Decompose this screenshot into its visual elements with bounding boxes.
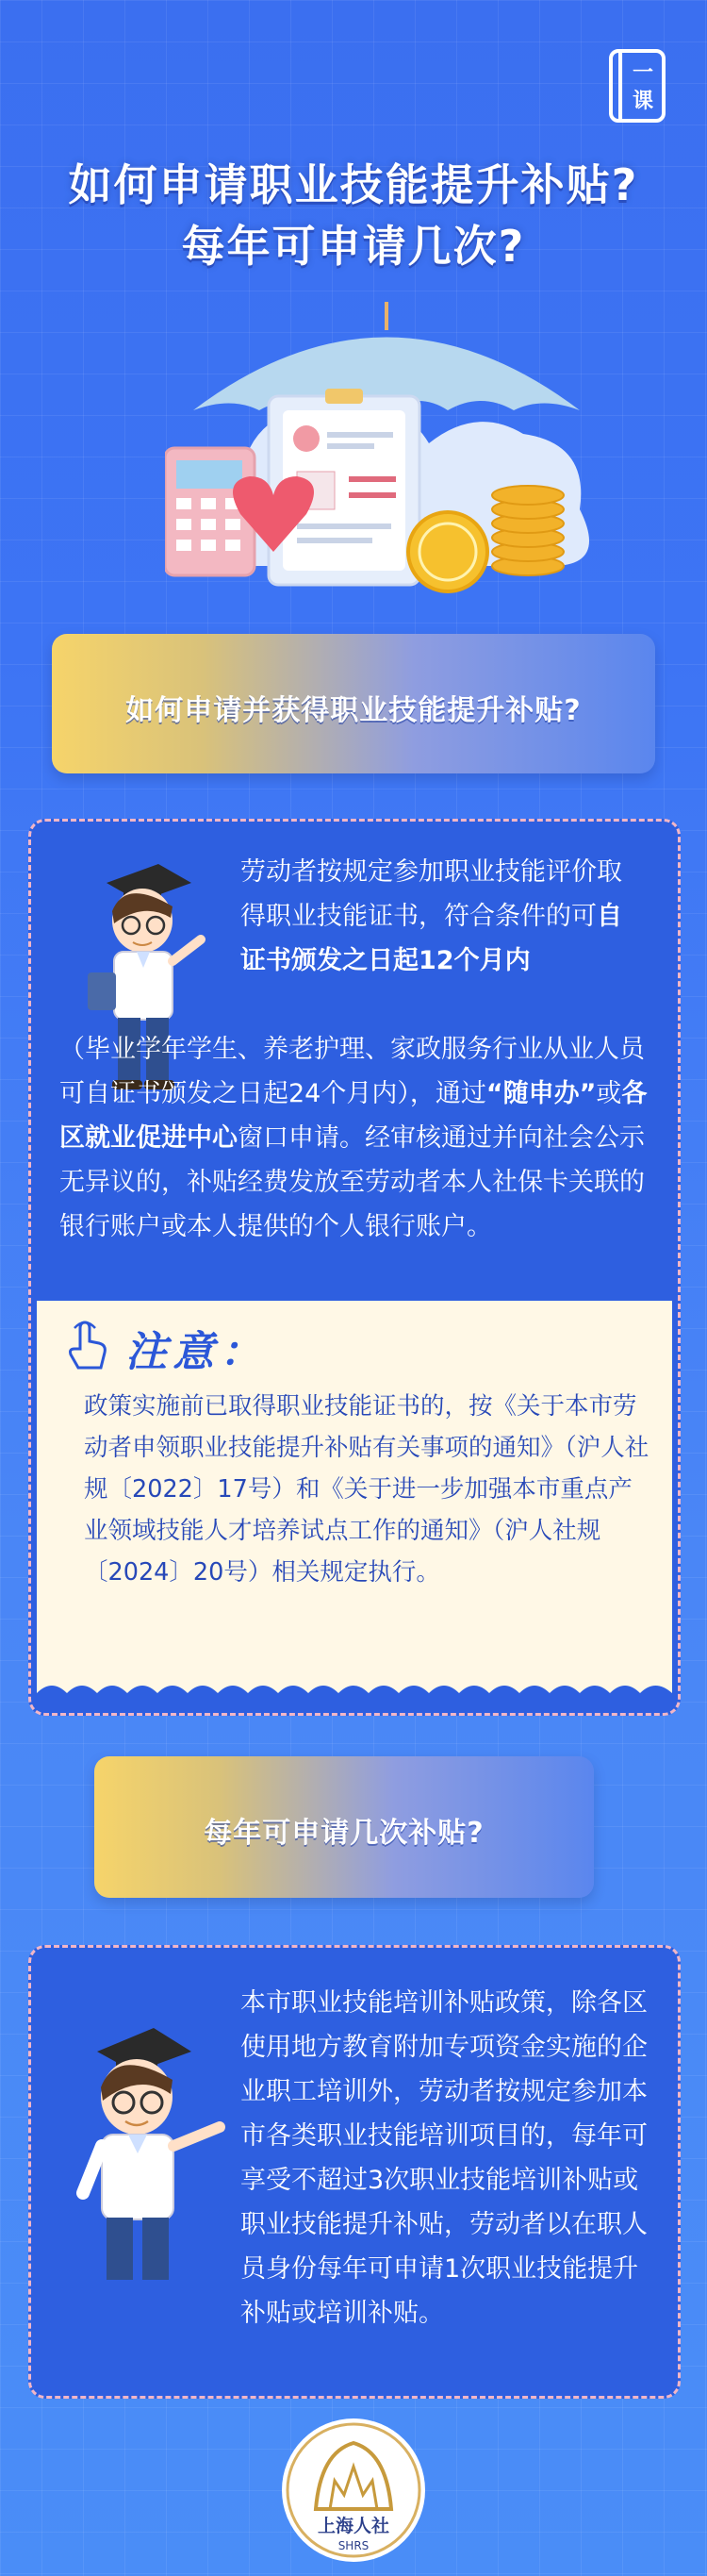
- footer-abbr: SHRS: [337, 2539, 370, 2552]
- section1-paragraph-top: [240, 850, 646, 983]
- note-panel: [37, 1301, 672, 1706]
- section1-para-bold3: 各区就业促进中心: [59, 1079, 648, 1153]
- note-title: 注意: [125, 1328, 220, 1376]
- note-text: 政策实施前已取得职业技能证书的，按《关于本市劳动者申领职业技能提升补贴有关事项的通知》（沪人社规〔2022〕17号）和《关于进一步加强本市重点产业领域技能人才培养试点工作的通知》（沪人社规〔2024〕20号）相关规定执行。: [84, 1392, 649, 1587]
- note-title-colon: ：: [220, 1328, 267, 1376]
- section2-banner: [94, 1756, 594, 1898]
- graduate-character-illustration-2: [50, 2004, 229, 2291]
- section2-paragraph: 本市职业技能培训补贴政策，除各区使用地方教育附加专项资金实施的企业职工培训外，劳动者按规定参加本市各类职业技能培训项目的，每年可享受不超过3次职业技能培训补贴或职业技能提升补贴，劳动者以在职人员身份每年可申请1次职业技能提升补贴或培训补贴。: [240, 1988, 648, 2328]
- section1-para-bold2: “随申办”: [485, 1079, 597, 1108]
- logo-glyph-bottom: 课: [632, 90, 654, 113]
- section2-heading: 每年可申请几次补贴?: [204, 1817, 485, 1850]
- page-title-line2: 每年可申请几次?: [181, 221, 526, 272]
- section1-content-box: [28, 819, 681, 1716]
- footer-name: 上海人社: [317, 2516, 390, 2536]
- section1-para-part3: 或: [596, 1079, 622, 1108]
- yike-logo: [605, 47, 669, 126]
- section1-paragraph-bottom: [59, 1027, 649, 1249]
- logo-glyph-top: 一: [632, 61, 654, 85]
- hero-illustration: [165, 283, 608, 613]
- section1-banner: [52, 634, 655, 773]
- scallop-border: [37, 1678, 672, 1706]
- section1-heading: 如何申请并获得职业技能提升补贴?: [125, 694, 582, 727]
- pointing-hand-icon: [65, 1321, 108, 1375]
- section1-para-bold1: 自证书颁发之日起12个月内: [240, 902, 622, 975]
- section1-para-part2: （毕业学年学生、养老护理、家政服务行业从业人员可自证书颁发之日起24个月内），通过: [59, 1035, 645, 1108]
- section2-content-box: [28, 1945, 681, 2399]
- shrs-logo: [278, 2415, 429, 2566]
- page-title-line1: 如何申请职业技能提升补贴?: [68, 159, 639, 210]
- section1-para-part1: 劳动者按规定参加职业技能评价取得职业技能证书，符合条件的可: [240, 857, 622, 931]
- section1-para-part4: 窗口申请。经审核通过并向社会公示无异议的，补贴经费发放至劳动者本人社保卡关联的银行账户或本人提供的个人银行账户。: [59, 1123, 645, 1241]
